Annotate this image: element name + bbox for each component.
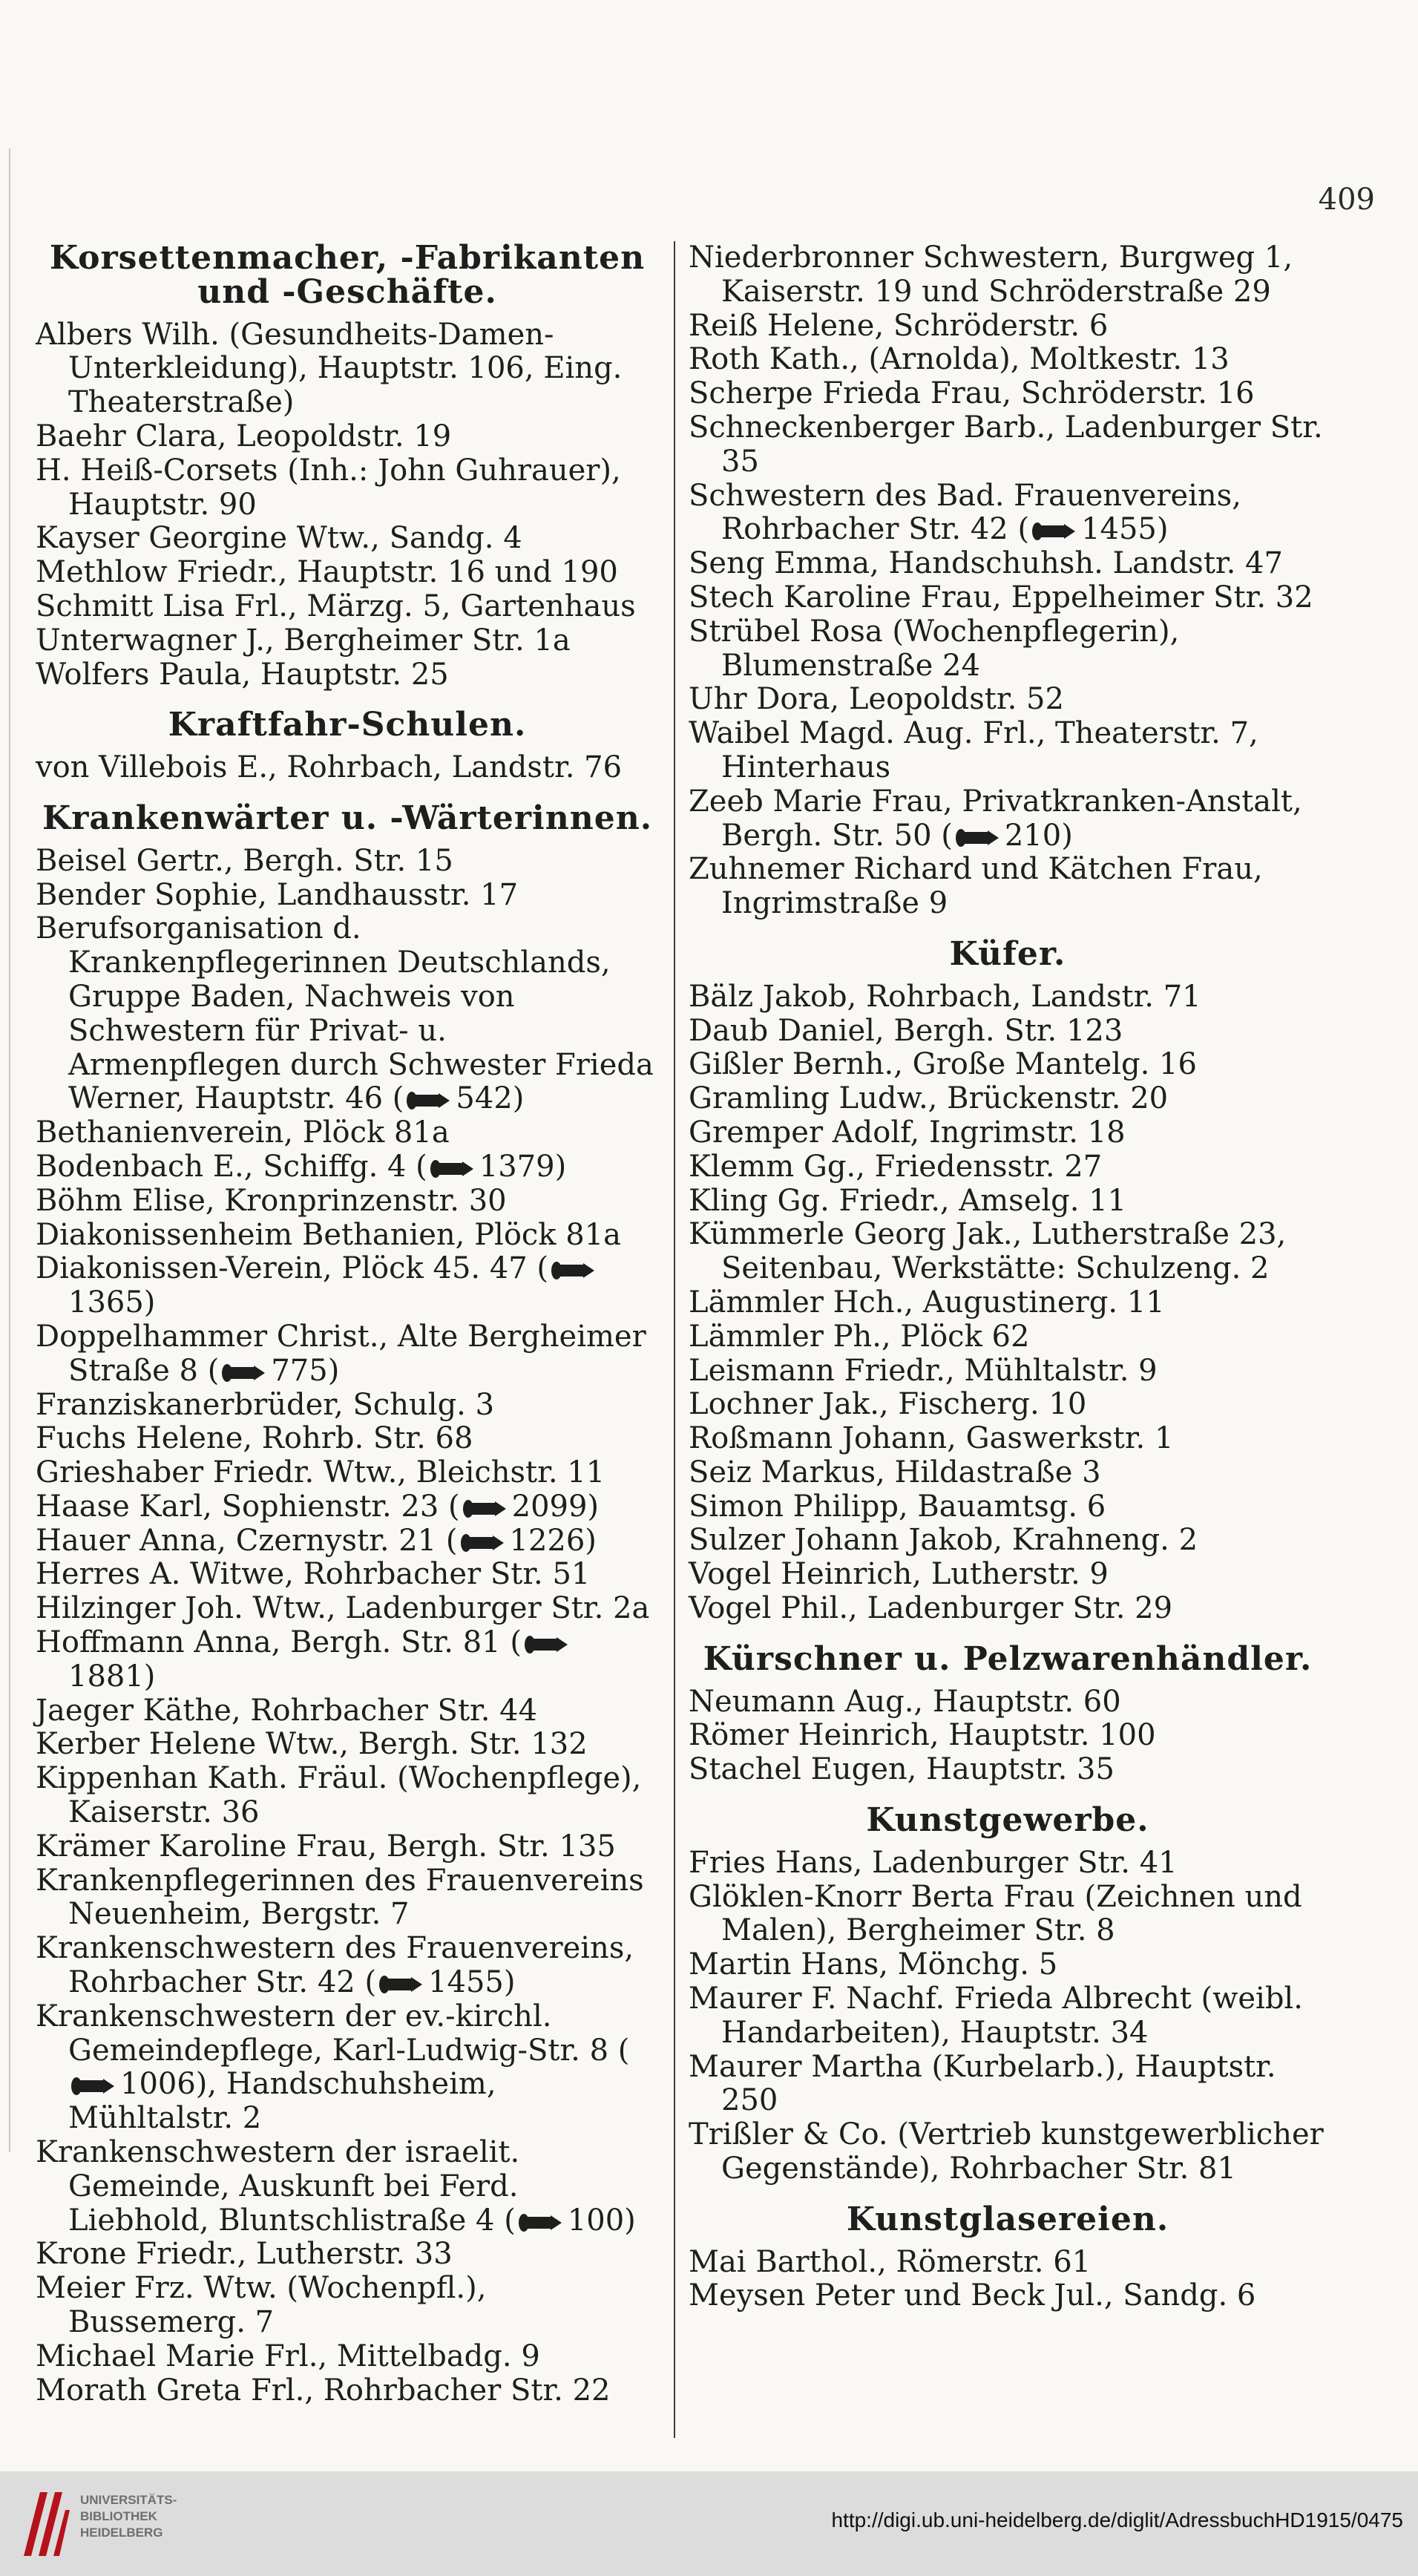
entry-text: Fries Hans, Ladenburger Str. 41 — [689, 1845, 1178, 1880]
directory-entry — [689, 1388, 1327, 1422]
entry-text: Franziskanerbrüder, Schulg. 3 — [36, 1387, 495, 1422]
directory-entry — [36, 1830, 659, 1864]
directory-entry — [689, 2051, 1327, 2119]
entry-text: Methlow Friedr., Hauptstr. 16 und 190 — [36, 555, 618, 590]
directory-entry — [689, 615, 1327, 684]
directory-entry — [36, 1184, 659, 1219]
directory-entry — [689, 1422, 1327, 1456]
directory-entry — [689, 980, 1327, 1015]
entry-text: Schmitt Lisa Frl., Märzg. 5, Gartenhaus — [36, 589, 636, 623]
entry-text: Unterwagner J., Bergheimer Str. 1a — [36, 623, 571, 658]
entry-text: Hoffmann Anna, Bergh. Str. 81 ( — [36, 1625, 522, 1660]
entry-text: Morath Greta Frl., Rohrbacher Str. 22 — [36, 2373, 611, 2408]
telephone-icon — [220, 1363, 266, 1383]
directory-entry — [689, 1592, 1327, 1626]
entry-text: Simon Philipp, Bauamtsg. 6 — [689, 1489, 1106, 1524]
telephone-icon — [429, 1158, 475, 1179]
directory-entry — [36, 1932, 659, 2000]
entry-text: Maurer F. Nachf. Frieda Albrecht (weibl. Handarbeiten), Hauptstr. 34 — [689, 1982, 1303, 2050]
directory-entry — [689, 1150, 1327, 1184]
entry-text-tail: ), Handschuhsheim, Mühltalstr. 2 — [68, 2067, 496, 2136]
directory-entry — [689, 785, 1327, 853]
directory-entry — [36, 1219, 659, 1253]
directory-entry — [689, 1846, 1327, 1881]
directory-entry — [36, 1864, 659, 1933]
entry-text: Jaeger Käthe, Rohrbacher Str. 44 — [36, 1693, 538, 1728]
directory-entry — [689, 309, 1327, 344]
directory-entry — [36, 879, 659, 913]
entry-text-tail: ) — [143, 1285, 156, 1320]
directory-entry — [36, 1524, 659, 1559]
directory-entry — [36, 420, 659, 454]
section-heading: Kürschner u. Pelzwarenhändler. — [703, 1639, 1313, 1678]
telephone-icon — [405, 1090, 451, 1111]
entry-text: Kayser Georgine Wtw., Sandg. 4 — [36, 521, 522, 556]
entry-text: Hauer Anna, Czernystr. 21 ( — [36, 1523, 458, 1558]
entry-text: Kippenhan Kath. Fräul. (Wochenpflege), Kaiserstr. 36 — [36, 1761, 642, 1830]
directory-entry — [689, 377, 1327, 411]
telephone-icon — [523, 1634, 569, 1655]
directory-entry — [689, 1116, 1327, 1150]
binding-edge — [9, 148, 10, 2152]
entry-text-tail: ) — [143, 1659, 156, 1694]
directory-entry — [36, 1558, 659, 1592]
entry-text: Leismann Friedr., Mühltalstr. 9 — [689, 1353, 1158, 1388]
entry-text-tail: ) — [587, 1489, 600, 1524]
entry-text: Diakonissen-Verein, Plöck 45. 47 ( — [36, 1251, 549, 1286]
entry-text: Martin Hans, Mönchg. 5 — [689, 1947, 1058, 1982]
telephone-icon — [459, 1533, 505, 1553]
entry-text: Böhm Elise, Kronprinzenstr. 30 — [36, 1183, 507, 1218]
entry-text: Maurer Martha (Kurbelarb.), Hauptstr. 250 — [689, 2049, 1276, 2118]
entry-text: Haase Karl, Sophienstr. 23 ( — [36, 1489, 460, 1524]
entry-text: Lochner Jak., Fischerg. 10 — [689, 1387, 1087, 1422]
directory-entry — [36, 2136, 659, 2238]
section-heading: Korsettenmacher, -Fabrikanten und -Geschäfte. — [49, 239, 646, 311]
directory-entry — [36, 1150, 659, 1184]
section-heading: Kunstglasereien. — [846, 2200, 1169, 2238]
entry-text: H. Heiß-Corsets (Inh.: John Guhrauer), Hauptstr. 90 — [36, 453, 621, 522]
entry-text: Beisel Gertr., Bergh. Str. 15 — [36, 843, 453, 878]
section-heading: Kraftfahr-Schulen. — [168, 706, 527, 744]
phone-number: 1881 — [68, 1659, 144, 1694]
page-number: 409 — [1318, 183, 1375, 217]
viewer-footer — [0, 2471, 1418, 2576]
source-url-link[interactable]: http://digi.ub.uni-heidelberg.de/diglit/AdressbuchHD1915/0475 — [831, 2508, 1403, 2531]
directory-entry — [689, 1320, 1327, 1354]
phone-number: 1455 — [1081, 512, 1157, 547]
directory-entry — [689, 1490, 1327, 1524]
entry-text: Kerber Helene Wtw., Bergh. Str. 132 — [36, 1727, 588, 1762]
entry-text: Doppelhammer Christ., Alte Bergheimer Straße 8 ( — [36, 1319, 646, 1388]
directory-entry — [689, 2118, 1327, 2186]
directory-entry — [689, 1982, 1327, 2051]
entry-text: Roßmann Johann, Gaswerkstr. 1 — [689, 1421, 1174, 1456]
directory-entry — [36, 454, 659, 522]
entry-text: Meysen Peter und Beck Jul., Sandg. 6 — [689, 2278, 1256, 2313]
entry-text: Strübel Rosa (Wochenpflegerin), Blumenstraße 24 — [689, 614, 1180, 683]
directory-entry — [689, 2279, 1327, 2313]
entry-text: Kling Gg. Friedr., Amselg. 11 — [689, 1183, 1127, 1218]
library-logo-icon — [18, 2485, 71, 2562]
library-logo-text: UNIVERSITÄTS- BIBLIOTHEK HEIDELBERG — [80, 2493, 177, 2540]
telephone-icon — [378, 1974, 424, 1995]
directory-entry — [689, 1719, 1327, 1753]
entry-text: Römer Heinrich, Hauptstr. 100 — [689, 1718, 1156, 1753]
section-heading: Krankenwärter u. -Wärterinnen. — [42, 799, 653, 837]
column-divider — [674, 241, 675, 2438]
directory-entry — [689, 853, 1327, 921]
directory-entry — [36, 1320, 659, 1389]
entry-text: Meier Frz. Wtw. (Wochenpfl.), Bussemerg. 7 — [36, 2271, 487, 2340]
entry-text: Vogel Heinrich, Lutherstr. 9 — [689, 1557, 1109, 1592]
phone-number: 1365 — [68, 1285, 144, 1320]
entry-text: Hilzinger Joh. Wtw., Ladenburger Str. 2a — [36, 1591, 650, 1626]
entry-text: Berufsorganisation d. Krankenpflegerinnen Deutschlands, Gruppe Baden, Nachweis von Schwestern für Privat- u. Armenpflegen durch Schwester Frieda Werner, Hauptstr. 46 ( — [36, 911, 654, 1116]
entry-text-tail: ) — [585, 1523, 597, 1558]
directory-entry — [36, 590, 659, 624]
entry-text: Schneckenberger Barb., Ladenburger Str. 35 — [689, 410, 1323, 479]
directory-entry — [36, 845, 659, 879]
entry-text-tail: ) — [512, 1081, 525, 1116]
directory-entry — [689, 343, 1327, 377]
directory-entry — [689, 1015, 1327, 1049]
directory-entry — [689, 1558, 1327, 1592]
entry-text: von Villebois E., Rohrbach, Landstr. 76 — [36, 750, 623, 785]
directory-entry — [689, 1218, 1327, 1286]
entry-text: Sulzer Johann Jakob, Krahneng. 2 — [689, 1523, 1198, 1558]
entry-text: Reiß Helene, Schröderstr. 6 — [689, 308, 1109, 343]
entry-text-tail: ) — [1156, 512, 1169, 547]
entry-text: Seng Emma, Handschuhsh. Landstr. 47 — [689, 546, 1283, 581]
entry-text: Bodenbach E., Schiffg. 4 ( — [36, 1149, 427, 1184]
directory-entry — [36, 1422, 659, 1456]
directory-entry — [36, 556, 659, 590]
directory-entry — [689, 581, 1327, 615]
telephone-icon — [517, 2212, 563, 2233]
phone-number: 1379 — [479, 1149, 555, 1184]
entry-text: Niederbronner Schwestern, Burgweg 1, Kaiserstr. 19 und Schröderstraße 29 — [689, 240, 1293, 309]
phone-number: 1006 — [120, 2067, 196, 2102]
right-column — [689, 241, 1327, 2313]
directory-entry — [36, 2272, 659, 2340]
entry-text: Grieshaber Friedr. Wtw., Bleichstr. 11 — [36, 1455, 605, 1490]
directory-entry — [36, 318, 659, 420]
directory-entry — [36, 2000, 659, 2136]
entry-text: Zeeb Marie Frau, Privatkranken-Anstalt, Bergh. Str. 50 ( — [689, 784, 1302, 853]
directory-entry — [36, 1694, 659, 1728]
directory-entry — [36, 1592, 659, 1626]
directory-entry — [36, 522, 659, 556]
directory-entry — [689, 1524, 1327, 1558]
entry-text-tail: ) — [554, 1149, 567, 1184]
entry-text: Gißler Bernh., Große Mantelg. 16 — [689, 1047, 1197, 1082]
entry-text: Daub Daniel, Bergh. Str. 123 — [689, 1013, 1123, 1048]
entry-text: Krankenpflegerinnen des Frauenvereins Neuenheim, Bergstr. 7 — [36, 1863, 644, 1932]
directory-entry — [36, 1116, 659, 1150]
phone-number: 210 — [1004, 818, 1062, 853]
phone-number: 1455 — [428, 1965, 504, 2000]
directory-entry — [36, 1762, 659, 1830]
directory-entry — [689, 1753, 1327, 1787]
directory-entry — [689, 1286, 1327, 1320]
directory-entry — [689, 683, 1327, 717]
directory-entry — [36, 1252, 659, 1320]
entry-text: Neumann Aug., Hauptstr. 60 — [689, 1684, 1121, 1719]
entry-text: Vogel Phil., Ladenburger Str. 29 — [689, 1591, 1173, 1626]
directory-entry — [689, 241, 1327, 309]
entry-text: Mai Barthol., Römerstr. 61 — [689, 2244, 1092, 2279]
entry-text: Zuhnemer Richard und Kätchen Frau, Ingrimstraße 9 — [689, 852, 1263, 921]
directory-entry — [689, 2246, 1327, 2280]
entry-text: Schwestern des Bad. Frauenvereins, Rohrbacher Str. 42 ( — [689, 478, 1241, 547]
phone-number: 775 — [271, 1353, 328, 1388]
left-column — [36, 241, 659, 2408]
directory-entry — [36, 912, 659, 1116]
telephone-icon — [462, 1498, 508, 1519]
entry-text: Krämer Karoline Frau, Bergh. Str. 135 — [36, 1829, 616, 1864]
phone-number: 2099 — [511, 1489, 588, 1524]
entry-text: Seiz Markus, Hildastraße 3 — [689, 1455, 1101, 1489]
entry-text: Lämmler Hch., Augustinerg. 11 — [689, 1285, 1165, 1320]
entry-text: Glöklen-Knorr Berta Frau (Zeichnen und Malen), Bergheimer Str. 8 — [689, 1879, 1302, 1948]
directory-entry — [36, 624, 659, 658]
directory-entry — [689, 1456, 1327, 1490]
directory-entry — [36, 1456, 659, 1490]
entry-text: Trißler & Co. (Vertrieb kunstgewerblicher Gegenstände), Rohrbacher Str. 81 — [689, 2117, 1324, 2186]
entry-text: Krankenschwestern des Frauenvereins, Rohrbacher Str. 42 ( — [36, 1931, 634, 2000]
directory-entry — [36, 658, 659, 692]
entry-text: Wolfers Paula, Hauptstr. 25 — [36, 657, 449, 692]
entry-text: Krankenschwestern der ev.-kirchl. Gemeindepflege, Karl-Ludwig-Str. 8 ( — [36, 1999, 630, 2068]
entry-text: Bethanienverein, Plöck 81a — [36, 1115, 450, 1150]
entry-text: Michael Marie Frl., Mittelbadg. 9 — [36, 2339, 540, 2373]
directory-entry — [689, 411, 1327, 479]
entry-text: Gremper Adolf, Ingrimstr. 18 — [689, 1115, 1126, 1150]
entry-text: Krone Friedr., Lutherstr. 33 — [36, 2237, 453, 2272]
entry-text: Bälz Jakob, Rohrbach, Landstr. 71 — [689, 979, 1201, 1014]
entry-text: Stachel Eugen, Hauptstr. 35 — [689, 1752, 1115, 1787]
entry-text: Herres A. Witwe, Rohrbacher Str. 51 — [36, 1557, 591, 1592]
entry-text: Albers Wilh. (Gesundheits-Damen-Unterkleidung), Hauptstr. 106, Eing. Theaterstraße) — [36, 317, 623, 420]
telephone-icon — [1031, 521, 1077, 542]
entry-text: Kümmerle Georg Jak., Lutherstraße 23, Seitenbau, Werkstätte: Schulzeng. 2 — [689, 1217, 1287, 1286]
section-heading: Küfer. — [949, 934, 1066, 973]
telephone-icon — [70, 2076, 116, 2097]
entry-text-tail: ) — [624, 2203, 636, 2238]
entry-text: Gramling Ludw., Brückenstr. 20 — [689, 1081, 1169, 1116]
directory-entry — [36, 1728, 659, 1762]
directory-entry — [689, 479, 1327, 548]
entry-text-tail: ) — [503, 1965, 516, 2000]
telephone-icon — [550, 1260, 596, 1281]
directory-entry — [689, 547, 1327, 581]
directory-entry — [36, 2238, 659, 2272]
phone-number: 100 — [567, 2203, 625, 2238]
entry-text: Krankenschwestern der israelit. Gemeinde, Auskunft bei Ferd. Liebhold, Bluntschlistraße 4 ( — [36, 2135, 520, 2238]
entry-text: Uhr Dora, Leopoldstr. 52 — [689, 682, 1064, 717]
entry-text-tail: ) — [327, 1353, 340, 1388]
entry-text: Klemm Gg., Friedensstr. 27 — [689, 1149, 1103, 1184]
section-heading: Kunstgewerbe. — [866, 1801, 1149, 1840]
directory-entry — [689, 1685, 1327, 1720]
entry-text: Roth Kath., (Arnolda), Moltkestr. 13 — [689, 342, 1230, 377]
directory-entry — [689, 1881, 1327, 1949]
entry-text: Fuchs Helene, Rohrb. Str. 68 — [36, 1421, 473, 1456]
entry-text: Stech Karoline Frau, Eppelheimer Str. 32 — [689, 580, 1313, 614]
entry-text: Diakonissenheim Bethanien, Plöck 81a — [36, 1217, 622, 1252]
phone-number: 542 — [456, 1081, 513, 1116]
directory-entry — [689, 1184, 1327, 1219]
directory-entry — [36, 1626, 659, 1694]
entry-text: Baehr Clara, Leopoldstr. 19 — [36, 419, 452, 453]
entry-text: Lämmler Ph., Plöck 62 — [689, 1319, 1030, 1354]
entry-text-tail: ) — [1061, 818, 1073, 853]
directory-entry — [36, 751, 659, 785]
directory-entry — [689, 1082, 1327, 1116]
phone-number: 1226 — [509, 1523, 585, 1558]
directory-entry — [689, 1354, 1327, 1389]
entry-text: Scherpe Frieda Frau, Schröderstr. 16 — [689, 376, 1255, 411]
entry-text: Bender Sophie, Landhausstr. 17 — [36, 877, 519, 912]
directory-entry — [689, 717, 1327, 785]
directory-entry — [689, 1948, 1327, 1982]
entry-text: Waibel Magd. Aug. Frl., Theaterstr. 7, Hinterhaus — [689, 716, 1258, 784]
directory-entry — [689, 1048, 1327, 1082]
directory-entry — [36, 1490, 659, 1524]
directory-entry — [36, 1389, 659, 1423]
directory-entry — [36, 2340, 659, 2374]
telephone-icon — [954, 827, 1000, 848]
directory-entry — [36, 2374, 659, 2408]
